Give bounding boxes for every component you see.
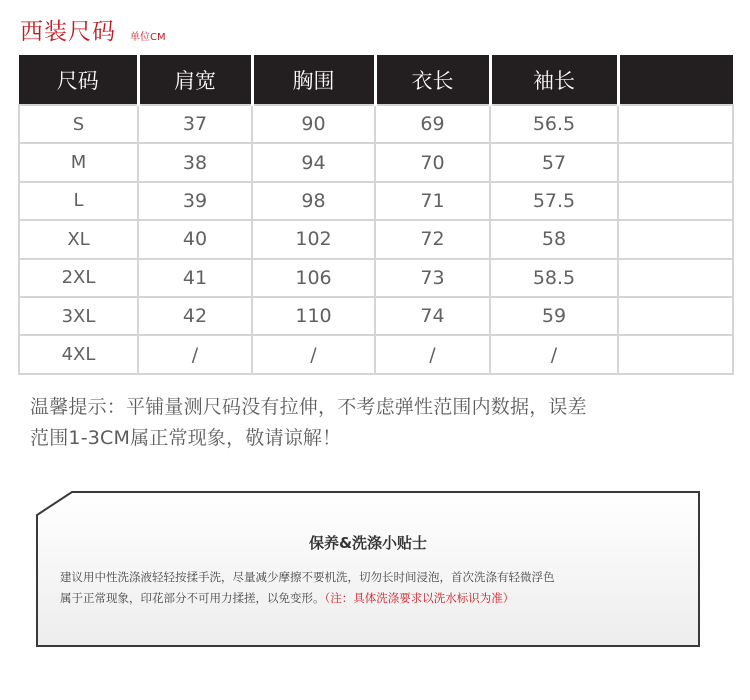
table-cell: 40 [138, 220, 252, 258]
table-cell: / [490, 335, 618, 373]
table-row [19, 105, 733, 143]
table-cell: M [19, 143, 138, 181]
table-row [19, 259, 733, 297]
table-cell [618, 220, 733, 258]
table-cell: / [252, 335, 375, 373]
table-cell: 71 [375, 182, 490, 220]
table-cell: 39 [138, 182, 252, 220]
table-cell: 70 [375, 143, 490, 181]
column-header: 衣长 [375, 55, 490, 105]
table-cell: 106 [252, 259, 375, 297]
table-cell [618, 182, 733, 220]
table-cell: 73 [375, 259, 490, 297]
care-line-text: 属于正常现象，印花部分不可用力揉搓，以免变形。 [60, 591, 325, 605]
table-cell: 90 [252, 105, 375, 143]
care-card [36, 491, 700, 647]
care-line: 建议用中性洗涤液轻轻按揉手洗，尽量减少摩擦不要机洗，切勿长时间浸泡，首次洗涤有轻微浮色 [60, 570, 555, 584]
column-header: 袖长 [490, 55, 618, 105]
page-title: 西装尺码 [20, 19, 116, 45]
care-line [60, 588, 684, 609]
table-cell: 98 [252, 182, 375, 220]
column-header: 胸围 [252, 55, 375, 105]
table-cell: 59 [490, 297, 618, 335]
table-cell: 58 [490, 220, 618, 258]
table-cell: 4XL [19, 335, 138, 373]
table-row [19, 182, 733, 220]
care-note: （注：具体洗涤要求以洗水标识为准） [324, 591, 515, 605]
table-cell: 94 [252, 143, 375, 181]
title-row [20, 18, 166, 46]
table-cell [618, 297, 733, 335]
size-table-header [19, 55, 733, 105]
table-cell [618, 143, 733, 181]
table-cell: / [375, 335, 490, 373]
table-cell [618, 335, 733, 373]
table-row [19, 335, 733, 373]
column-header: 尺码 [19, 55, 138, 105]
table-cell: L [19, 182, 138, 220]
table-cell: 58.5 [490, 259, 618, 297]
table-cell: 42 [138, 297, 252, 335]
size-tip [30, 392, 730, 454]
table-cell: 2XL [19, 259, 138, 297]
tip-line: 温馨提示：平铺量测尺码没有拉伸，不考虑弹性范围内数据，误差 [30, 396, 587, 418]
size-table [18, 55, 734, 375]
column-header: 肩宽 [138, 55, 252, 105]
table-cell: 69 [375, 105, 490, 143]
unit-label: 单位CM [130, 32, 166, 43]
table-cell: 57.5 [490, 182, 618, 220]
table-row [19, 143, 733, 181]
table-cell: 3XL [19, 297, 138, 335]
table-cell: S [19, 105, 138, 143]
care-text [60, 567, 684, 609]
table-cell [618, 259, 733, 297]
care-title: 保养&洗涤小贴士 [308, 534, 428, 552]
table-cell: 72 [375, 220, 490, 258]
table-cell: 37 [138, 105, 252, 143]
table-cell: 38 [138, 143, 252, 181]
table-cell [618, 105, 733, 143]
table-cell: 56.5 [490, 105, 618, 143]
tip-line: 范围1-3CM属正常现象，敬请谅解！ [30, 427, 342, 449]
table-cell: 74 [375, 297, 490, 335]
table-cell: 102 [252, 220, 375, 258]
table-cell: 41 [138, 259, 252, 297]
table-row [19, 297, 733, 335]
table-cell: / [138, 335, 252, 373]
table-cell: 110 [252, 297, 375, 335]
column-header [618, 55, 733, 105]
table-cell: 57 [490, 143, 618, 181]
table-cell: XL [19, 220, 138, 258]
table-row [19, 220, 733, 258]
